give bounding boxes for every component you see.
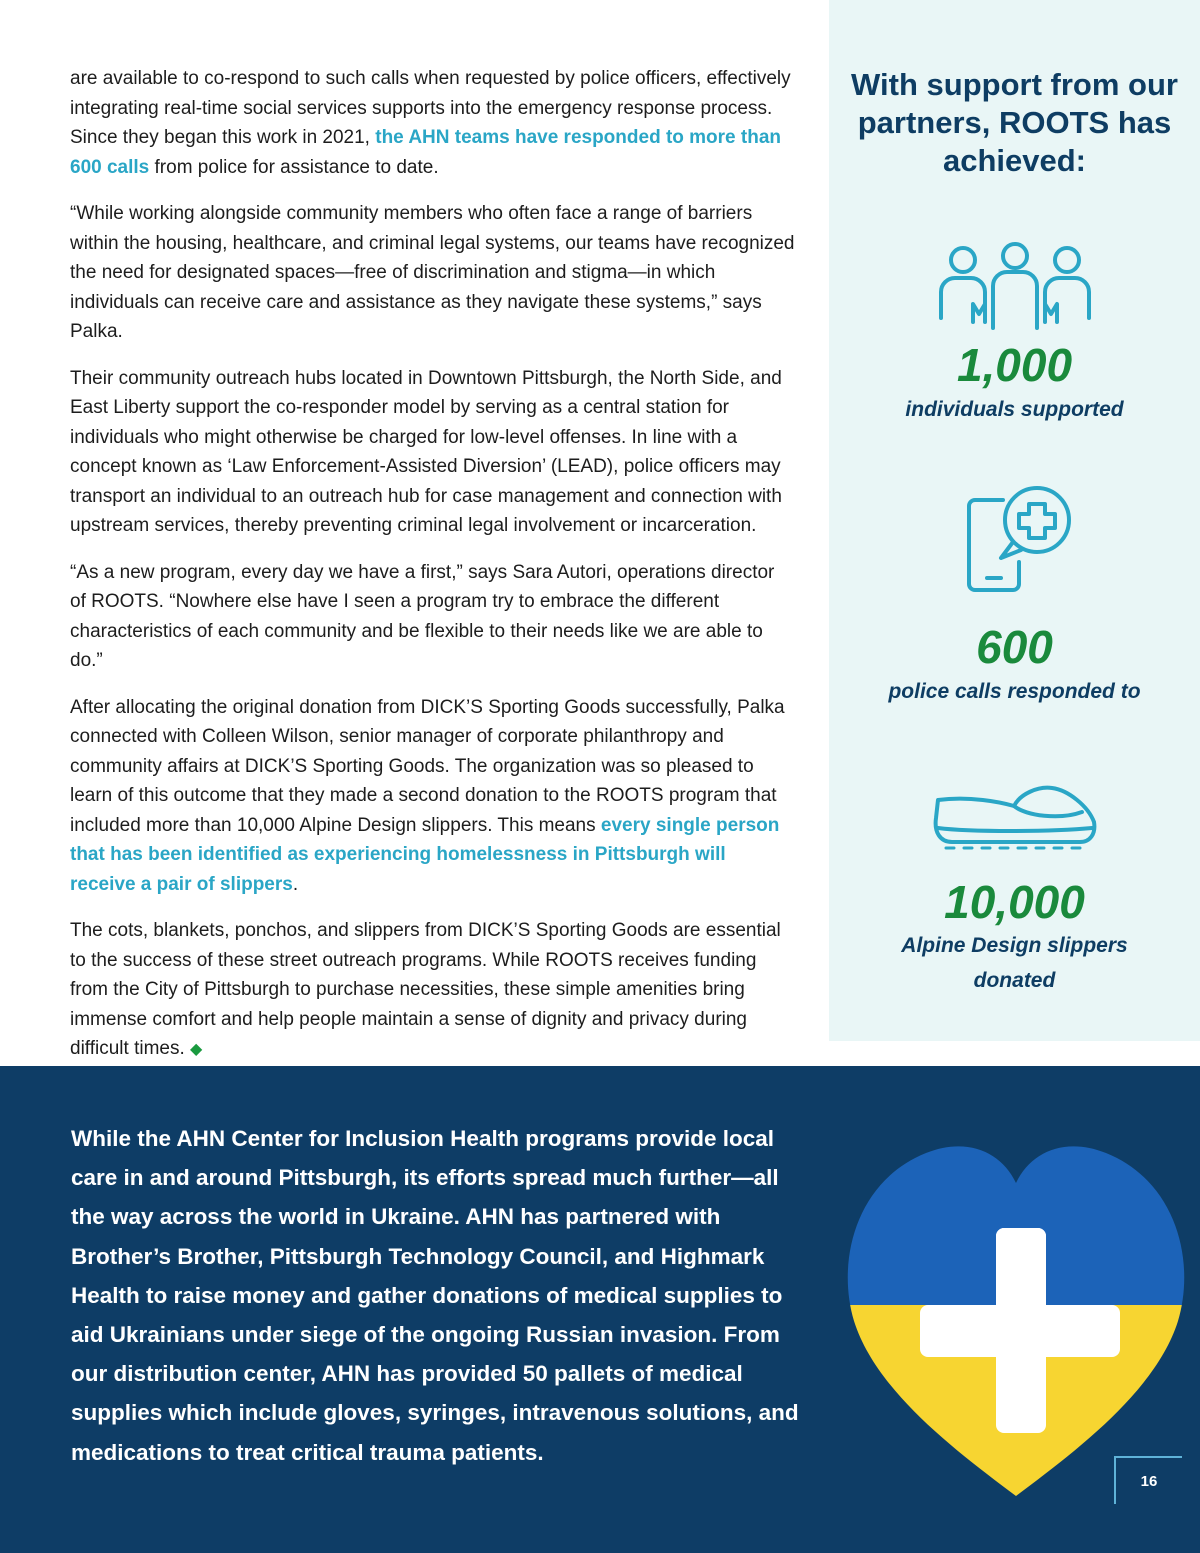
stat-value-600: 600 — [976, 621, 1053, 673]
slipper-icon — [829, 782, 1200, 859]
stat-value-1000: 1,000 — [956, 339, 1073, 391]
phone-medical-icon — [829, 482, 1200, 602]
stat-label-police-calls: police calls responded to — [888, 680, 1141, 703]
ukraine-heart-cross-icon — [846, 1131, 1186, 1501]
ukraine-banner — [0, 1066, 1200, 1553]
banner-text: While the AHN Center for Inclusion Health programs provide local care in and around Pittsburgh, its efforts spread much further—all the way across the world in Ukraine. AHN has partnered with Brother’s Brother, Pittsburgh Technology Council, and Highmark Health to raise money and gather donations of medical supplies to aid Ukrainians under siege of the ongoing Russian invasion. From our distribution center, AHN has provided 50 pallets of medical supplies which include gloves, syringes, intravenous solutions, and medications to treat critical trauma patients. — [71, 1126, 799, 1465]
sidebar-heading: With support from our partners, ROOTS has achieved: — [851, 67, 1178, 178]
paragraph-6: The cots, blankets, ponchos, and slippers from DICK’S Sporting Goods are essential to the success of these street outreach programs. While ROOTS receives funding from the City of Pittsburgh to purchase necessities, these simple amenities bring immense comfort and help people maintain a sense of dignity and privacy during difficult times. ◆ — [70, 920, 781, 1059]
article-body — [70, 64, 795, 1082]
stat-label-individuals: individuals supported — [905, 398, 1124, 421]
end-diamond-icon: ◆ — [190, 1041, 203, 1058]
stat-label-donated: donated — [973, 969, 1056, 992]
stats-sidebar — [829, 0, 1200, 1041]
paragraph-5: After allocating the original donation from DICK’S Sporting Goods successfully, Palka connected with Colleen Wilson, senior manager of corporate philanthropy and community affairs at DICK’S Sporting Goods. The organization was so pleased to learn of this outcome that they made a second donation to the ROOTS program that included more than 10,000 Alpine Design slippers. This means every single person that has been identified as experiencing homelessness in Pittsburgh will receive a pair of slippers. — [70, 696, 785, 895]
paragraph-4: “As a new program, every day we have a first,” says Sara Autori, operations director of ROOTS. “Nowhere else have I seen a program try to embrace the different characteristics of each community and be flexible to their needs like we are able to do.” — [70, 561, 775, 671]
paragraph-3: Their community outreach hubs located in Downtown Pittsburgh, the North Side, and East Liberty support the co-responder model by serving as a central station for individuals who might otherwise be charged for low-level offenses. In line with a concept known as ‘Law Enforcement-Assisted Diversion’ (LEAD), police officers may transport an individual to an outreach hub for case management and connection with upstream services, thereby preventing criminal legal involvement or incarceration. — [70, 367, 782, 536]
paragraph-2: “While working alongside community members who often face a range of barriers within the housing, healthcare, and criminal legal systems, our teams have recognized the need for designated spaces—free of discrimination and stigma—in which individuals can receive care and assistance as they navigate these systems,” says Palka. — [70, 203, 795, 342]
highlight-600-calls: the AHN teams have responded to more than 600 calls — [70, 127, 782, 178]
stat-label-slippers: Alpine Design slippers — [901, 934, 1128, 957]
highlight-slippers: every single person that has been identified as experiencing homelessness in Pittsburgh will receive a pair of slippers — [70, 814, 780, 895]
page-number: 16 — [1114, 1456, 1182, 1504]
paragraph-1: are available to co-respond to such calls when requested by police officers, effectively integrating real-time social services supports into the emergency response process. Since they began this work in 2021, the AHN teams have responded to more than 600 calls from police for assistance to date. — [70, 68, 791, 178]
stat-value-10000: 10,000 — [944, 876, 1085, 928]
people-group-icon — [829, 240, 1200, 337]
